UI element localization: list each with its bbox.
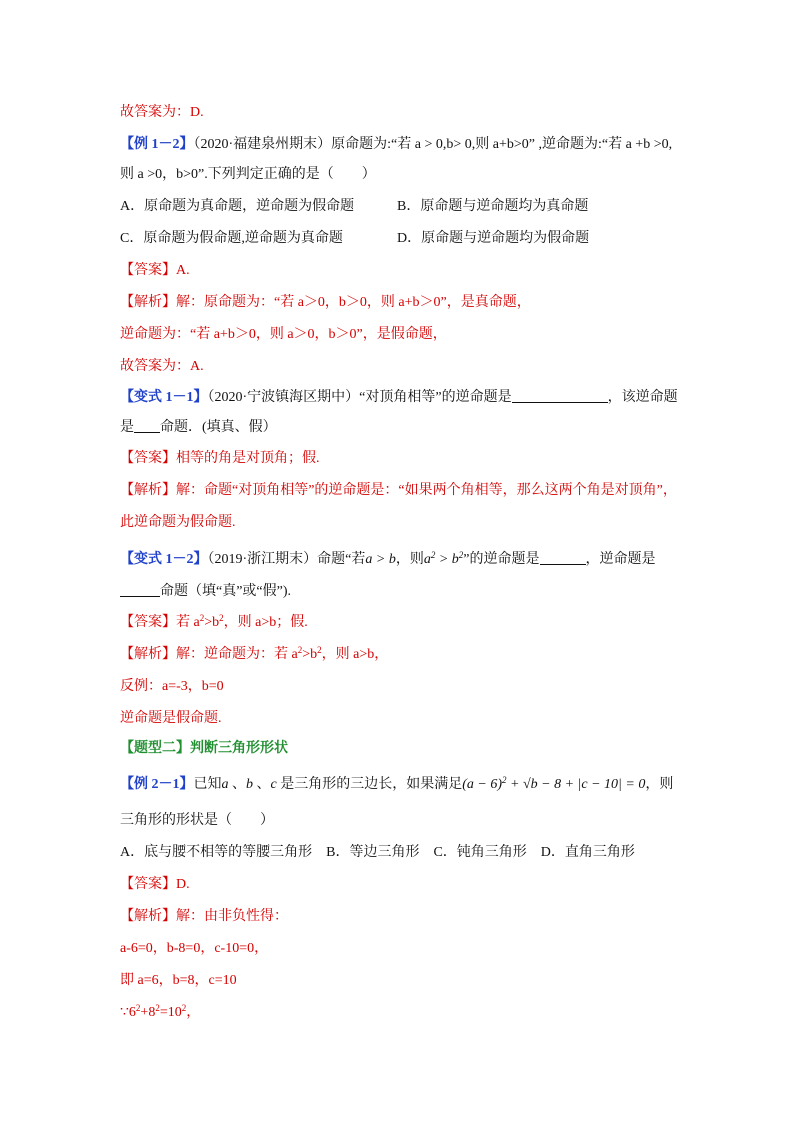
option-a: A．原命题为真命题，逆命题为假命题 xyxy=(120,199,355,214)
answer-line: 故答案为：D. xyxy=(120,105,204,120)
math-expression: a xyxy=(221,777,229,792)
answer-blank xyxy=(540,550,586,565)
question-text: （2020·宁波镇海区期中）“对顶角相等”的逆命题是 xyxy=(207,390,512,405)
answer-line: 【答案】相等的角是对顶角；假. xyxy=(120,451,320,466)
question-text: ，逆命题是 xyxy=(585,552,656,567)
solution-line: 此逆命题为假命题. xyxy=(120,515,236,530)
option-b: B．原命题与逆命题均为真命题 xyxy=(397,199,589,214)
solution-line: 反例：a=-3，b=0 xyxy=(120,679,224,694)
question-text: 命题．(填真、假） xyxy=(160,420,277,435)
variant-tag: 【变式 1－2】 xyxy=(120,552,208,567)
solution-line: 【解析】解：原命题为：“若 a＞0，b＞0，则 a+b＞0”，是真命题， xyxy=(120,295,531,310)
question-text: 是三角形的三边长，如果满足 xyxy=(276,777,463,792)
question-text: ”的逆命题是 xyxy=(463,552,540,567)
example-2-1-question: 【例 2－1】已知a 、b 、c 是三角形的三边长，如果满足$(a - 6)^2 + √b - 8 + |c - 10| = 0$，则 xyxy=(120,775,674,792)
options-row: A．底与腰不相等的等腰三角形 B．等边三角形 C．钝角三角形 D．直角三角形 xyxy=(120,845,635,860)
solution-line: $\because 6^2+8^2=10^2$， xyxy=(120,1003,201,1020)
math-expression: $(a - 6)^2 + √b - 8 + |c - 10| = 0$ xyxy=(462,775,646,792)
question-text: ，则 xyxy=(395,552,424,567)
question-text: ，该逆命题 xyxy=(607,390,678,405)
question-text: 三角形的形状是（ ） xyxy=(120,813,274,828)
answer-blank xyxy=(120,582,160,597)
solution-line: 即 a=6，b=8，c=10 xyxy=(120,973,237,988)
question-text: （2020·福建泉州期末）原命题为:“若 a > 0,b> 0,则 a+b>0” ,逆命题为:“若 a +b >0, xyxy=(193,137,673,152)
solution-line: 【解析】解：由非负性得： xyxy=(120,909,288,924)
math-expression: b xyxy=(246,777,253,792)
question-text: 是 xyxy=(120,420,134,435)
option-row xyxy=(120,198,354,216)
solution-line: 【解析】解：命题“对顶角相等”的逆命题是：“如果两个角相等，那么这两个角是对顶角”， xyxy=(120,483,677,498)
example-tag: 【例 1－2】 xyxy=(120,137,194,152)
answer-line: 【答案】若 $a^2>b^2$，则 a>b；假. xyxy=(120,613,308,630)
math-expression: $a^2 > b^2$ xyxy=(423,550,464,567)
section-heading: 【题型二】判断三角形形状 xyxy=(120,741,288,756)
answer-line: 【答案】D. xyxy=(120,877,190,892)
variant-1-2-question xyxy=(120,550,656,569)
solution-line: 逆命题为：“若 a+b＞0，则 a＞0，b＞0”，是假命题， xyxy=(120,327,447,342)
question-text: （2019·浙江期末）命题“若 xyxy=(207,552,366,567)
example-tag: 【例 2－1】 xyxy=(120,777,194,792)
example-1-2-question xyxy=(120,136,672,154)
question-text: 已知 xyxy=(193,777,222,792)
question-text: 则 a >0，b>0”.下列判定正确的是（ ） xyxy=(120,167,376,182)
solution-line: a-6=0，b-8=0，c-10=0， xyxy=(120,941,269,956)
question-text xyxy=(120,418,277,437)
option-d: D．原命题与逆命题均为假命题 xyxy=(397,231,590,246)
answer-line: 【答案】A. xyxy=(120,263,190,278)
solution-line: 故答案为：A. xyxy=(120,359,204,374)
question-text xyxy=(120,582,291,601)
math-expression: c xyxy=(270,777,277,792)
question-text: ，则 xyxy=(645,777,674,792)
math-expression: a > b xyxy=(365,552,396,567)
option-c: C．原命题为假命题,逆命题为真命题 xyxy=(120,231,343,246)
solution-line: 逆命题是假命题. xyxy=(120,711,222,726)
variant-1-1-question xyxy=(120,388,678,407)
question-text: 命题（填“真”或“假”). xyxy=(160,584,292,599)
answer-blank xyxy=(134,418,160,433)
answer-blank xyxy=(512,388,608,403)
variant-tag: 【变式 1－1】 xyxy=(120,390,208,405)
solution-line: 【解析】解：逆命题为：若 $a^2>b^2$，则 a>b， xyxy=(120,645,389,662)
